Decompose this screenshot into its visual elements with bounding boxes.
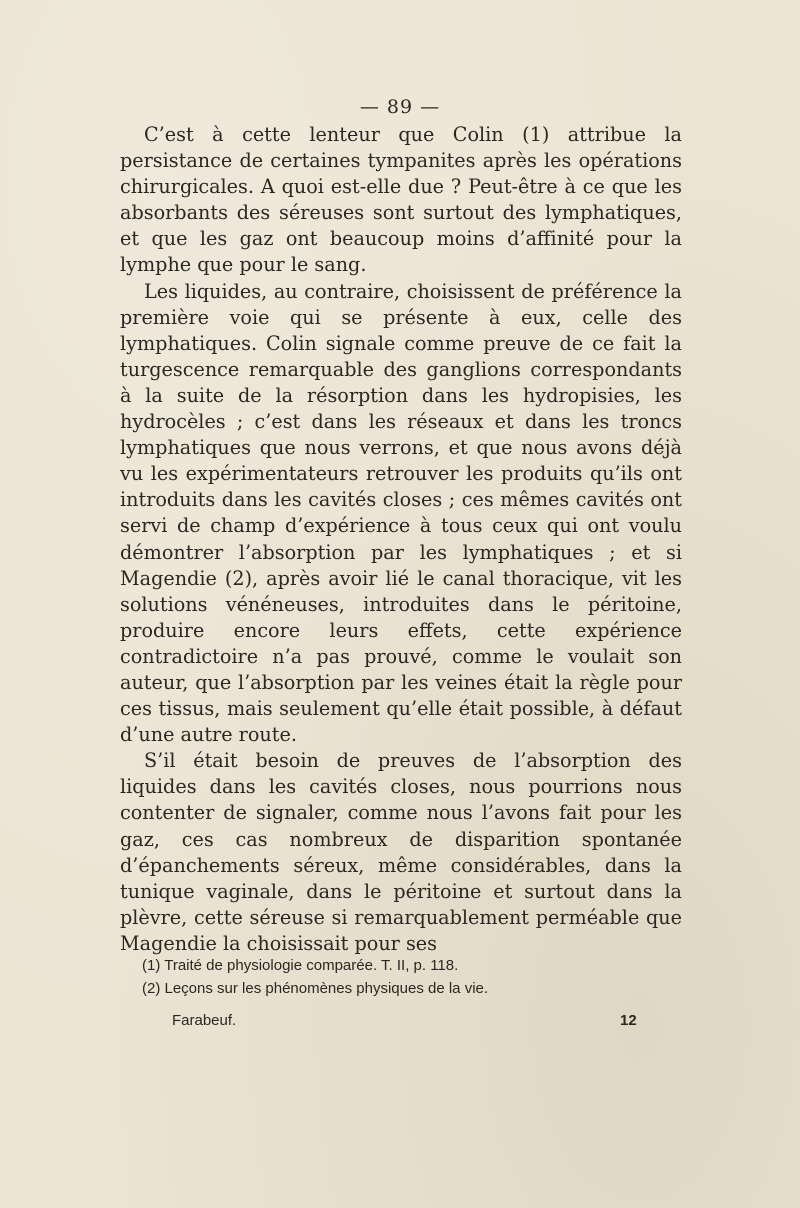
- footnote: (1) Traité de physiologie comparée. T. II, p. 118.: [142, 957, 459, 974]
- footnotes: [142, 954, 682, 1000]
- paragraph: Les liquides, au contraire, choisissent de préférence la première voie qui se présente à eux, celle des lymphatiques. Colin signale comme preuve de ce fait la turgescence remarquable des ganglions correspondants à la suite de la résorption dans les hydropisies, les hydrocèles ; c’est dans les réseaux et dans les troncs lymphatiques que nous verrons, et que nous avons déjà vu les expérimentateurs retrouver les produits qu’ils ont introduits dans les cavités closes ; ces mêmes cavités ont servi de champ d’expérience à tous ceux qui ont voulu démontrer l’absorption par les lymphatiques ; et si Magendie (2), après avoir lié le canal thoracique, vit les solutions vénéneuses, introduites dans le péritoine, produire encore leurs effets, cette expérience contradictoire n’a pas prouvé, comme le voulait son auteur, que l’absorption par les veines était la règle pour ces tissus, mais seulement qu’elle était possible, à défaut d’une autre route.: [120, 279, 682, 747]
- paragraph: S’il était besoin de preuves de l’absorption des liquides dans les cavités closes, nous pourrions nous contenter de signaler, comme nous l’avons fait pour les gaz, ces cas nombreux de disparition spontanée d’épanchements séreux, même considérables, dans la tunique vaginale, dans le péritoine et surtout dans la plèvre, cette séreuse si remarquablement perméable que Magendie la choisissait pour ses: [120, 749, 682, 955]
- paragraph: C’est à cette lenteur que Colin (1) attribue la persistance de certaines tympanites après les opérations chirurgicales. A quoi est-elle due ? Peut-être à ce que les absorbants des séreuses sont surtout des lymphatiques, et que les gaz ont beaucoup moins d’affinité pour la lymphe que pour le sang.: [120, 123, 682, 277]
- sheet-number: 12: [620, 1012, 637, 1029]
- signature-mark: Farabeuf.: [172, 1012, 237, 1029]
- body-text: [120, 122, 682, 957]
- page-number: — 89 —: [359, 96, 441, 118]
- footnote: (2) Leçons sur les phénomènes physiques de la vie.: [142, 980, 489, 997]
